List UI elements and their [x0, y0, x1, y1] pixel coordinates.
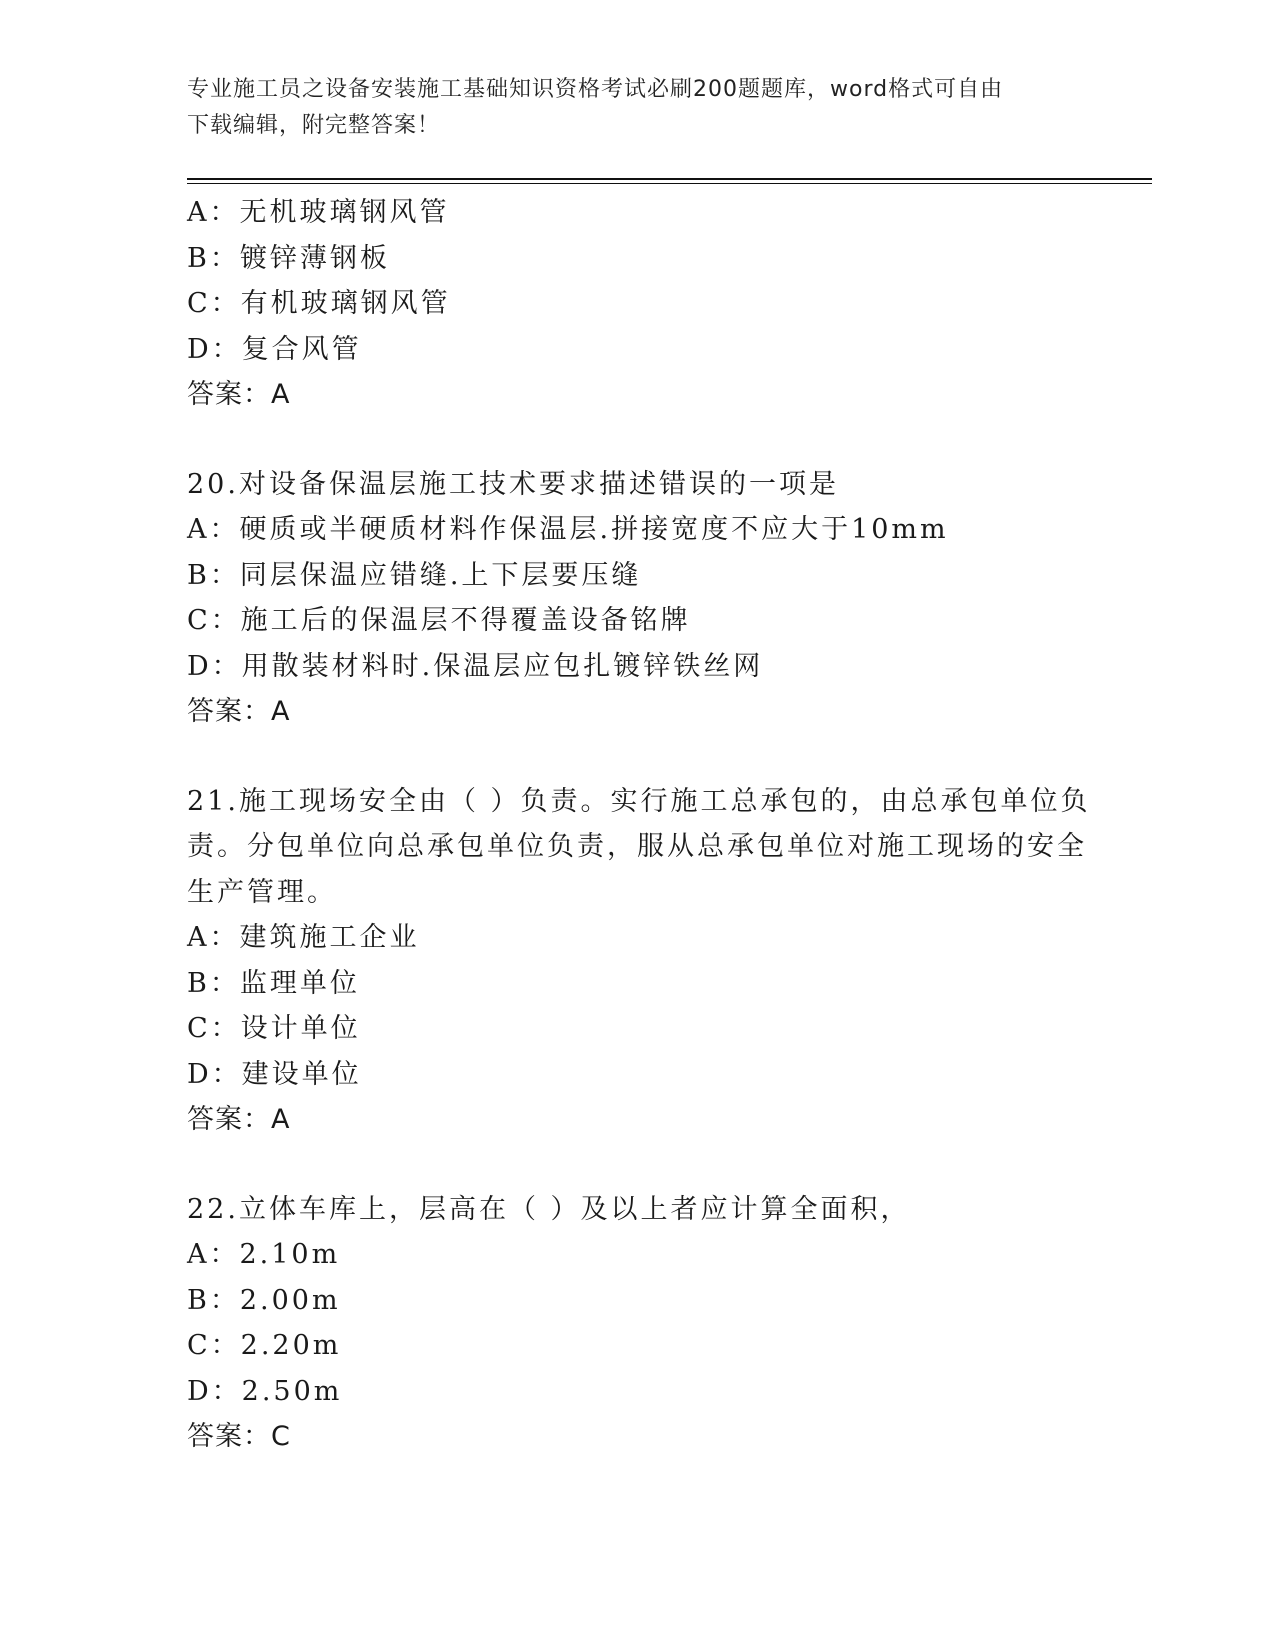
- header-divider-thin: [187, 183, 1152, 184]
- option-b: B：监理单位: [187, 967, 360, 999]
- answer: 答案：A: [187, 1104, 291, 1135]
- answer: 答案：A: [187, 696, 291, 727]
- question-block-22: [187, 1187, 1067, 1460]
- question-block-19: [187, 190, 1067, 418]
- question-text-line-3: 生产管理。: [187, 876, 337, 908]
- question-text-line-2: 责。分包单位向总承包单位负责，服从总承包单位对施工现场的安全: [187, 831, 1087, 862]
- question-block-21: [187, 779, 1091, 1143]
- option-c: C：有机玻璃钢风管: [187, 288, 451, 319]
- answer: 答案：C: [187, 1421, 291, 1452]
- question-list: [187, 190, 1091, 1460]
- question-text: 22.立体车库上，层高在（ ）及以上者应计算全面积，: [187, 1193, 911, 1225]
- question-block-20: [187, 462, 1067, 735]
- question-text: 20.对设备保温层施工技术要求描述错误的一项是: [187, 468, 839, 500]
- header-line-2: 下载编辑，附完整答案！: [187, 113, 441, 138]
- option-d: D：2.50m: [187, 1375, 343, 1407]
- header-line-1: 专业施工员之设备安装施工基础知识资格考试必刷200题题库，word格式可自由: [187, 77, 1004, 102]
- option-c: C：设计单位: [187, 1013, 361, 1044]
- option-c: C：施工后的保温层不得覆盖设备铭牌: [187, 605, 691, 636]
- option-b: B：镀锌薄钢板: [187, 242, 390, 274]
- option-d: D：建设单位: [187, 1058, 362, 1090]
- option-d: D：复合风管: [187, 333, 362, 365]
- option-a: A：2.10m: [187, 1239, 341, 1270]
- option-b: B：2.00m: [187, 1284, 341, 1316]
- option-d: D：用散装材料时.保温层应包扎镀锌铁丝网: [187, 650, 764, 682]
- answer: 答案：A: [187, 379, 291, 410]
- header-divider-thick: [187, 178, 1152, 180]
- option-a: A：硬质或半硬质材料作保温层.拼接宽度不应大于10mm: [187, 514, 949, 545]
- option-b: B：同层保温应错缝.上下层要压缝: [187, 559, 642, 591]
- document-header: [187, 72, 1067, 144]
- option-a: A：建筑施工企业: [187, 922, 420, 953]
- option-c: C：2.20m: [187, 1330, 342, 1361]
- question-text-line-1: 21.施工现场安全由（ ）负责。实行施工总承包的，由总承包单位负: [187, 785, 1091, 817]
- option-a: A：无机玻璃钢风管: [187, 197, 450, 228]
